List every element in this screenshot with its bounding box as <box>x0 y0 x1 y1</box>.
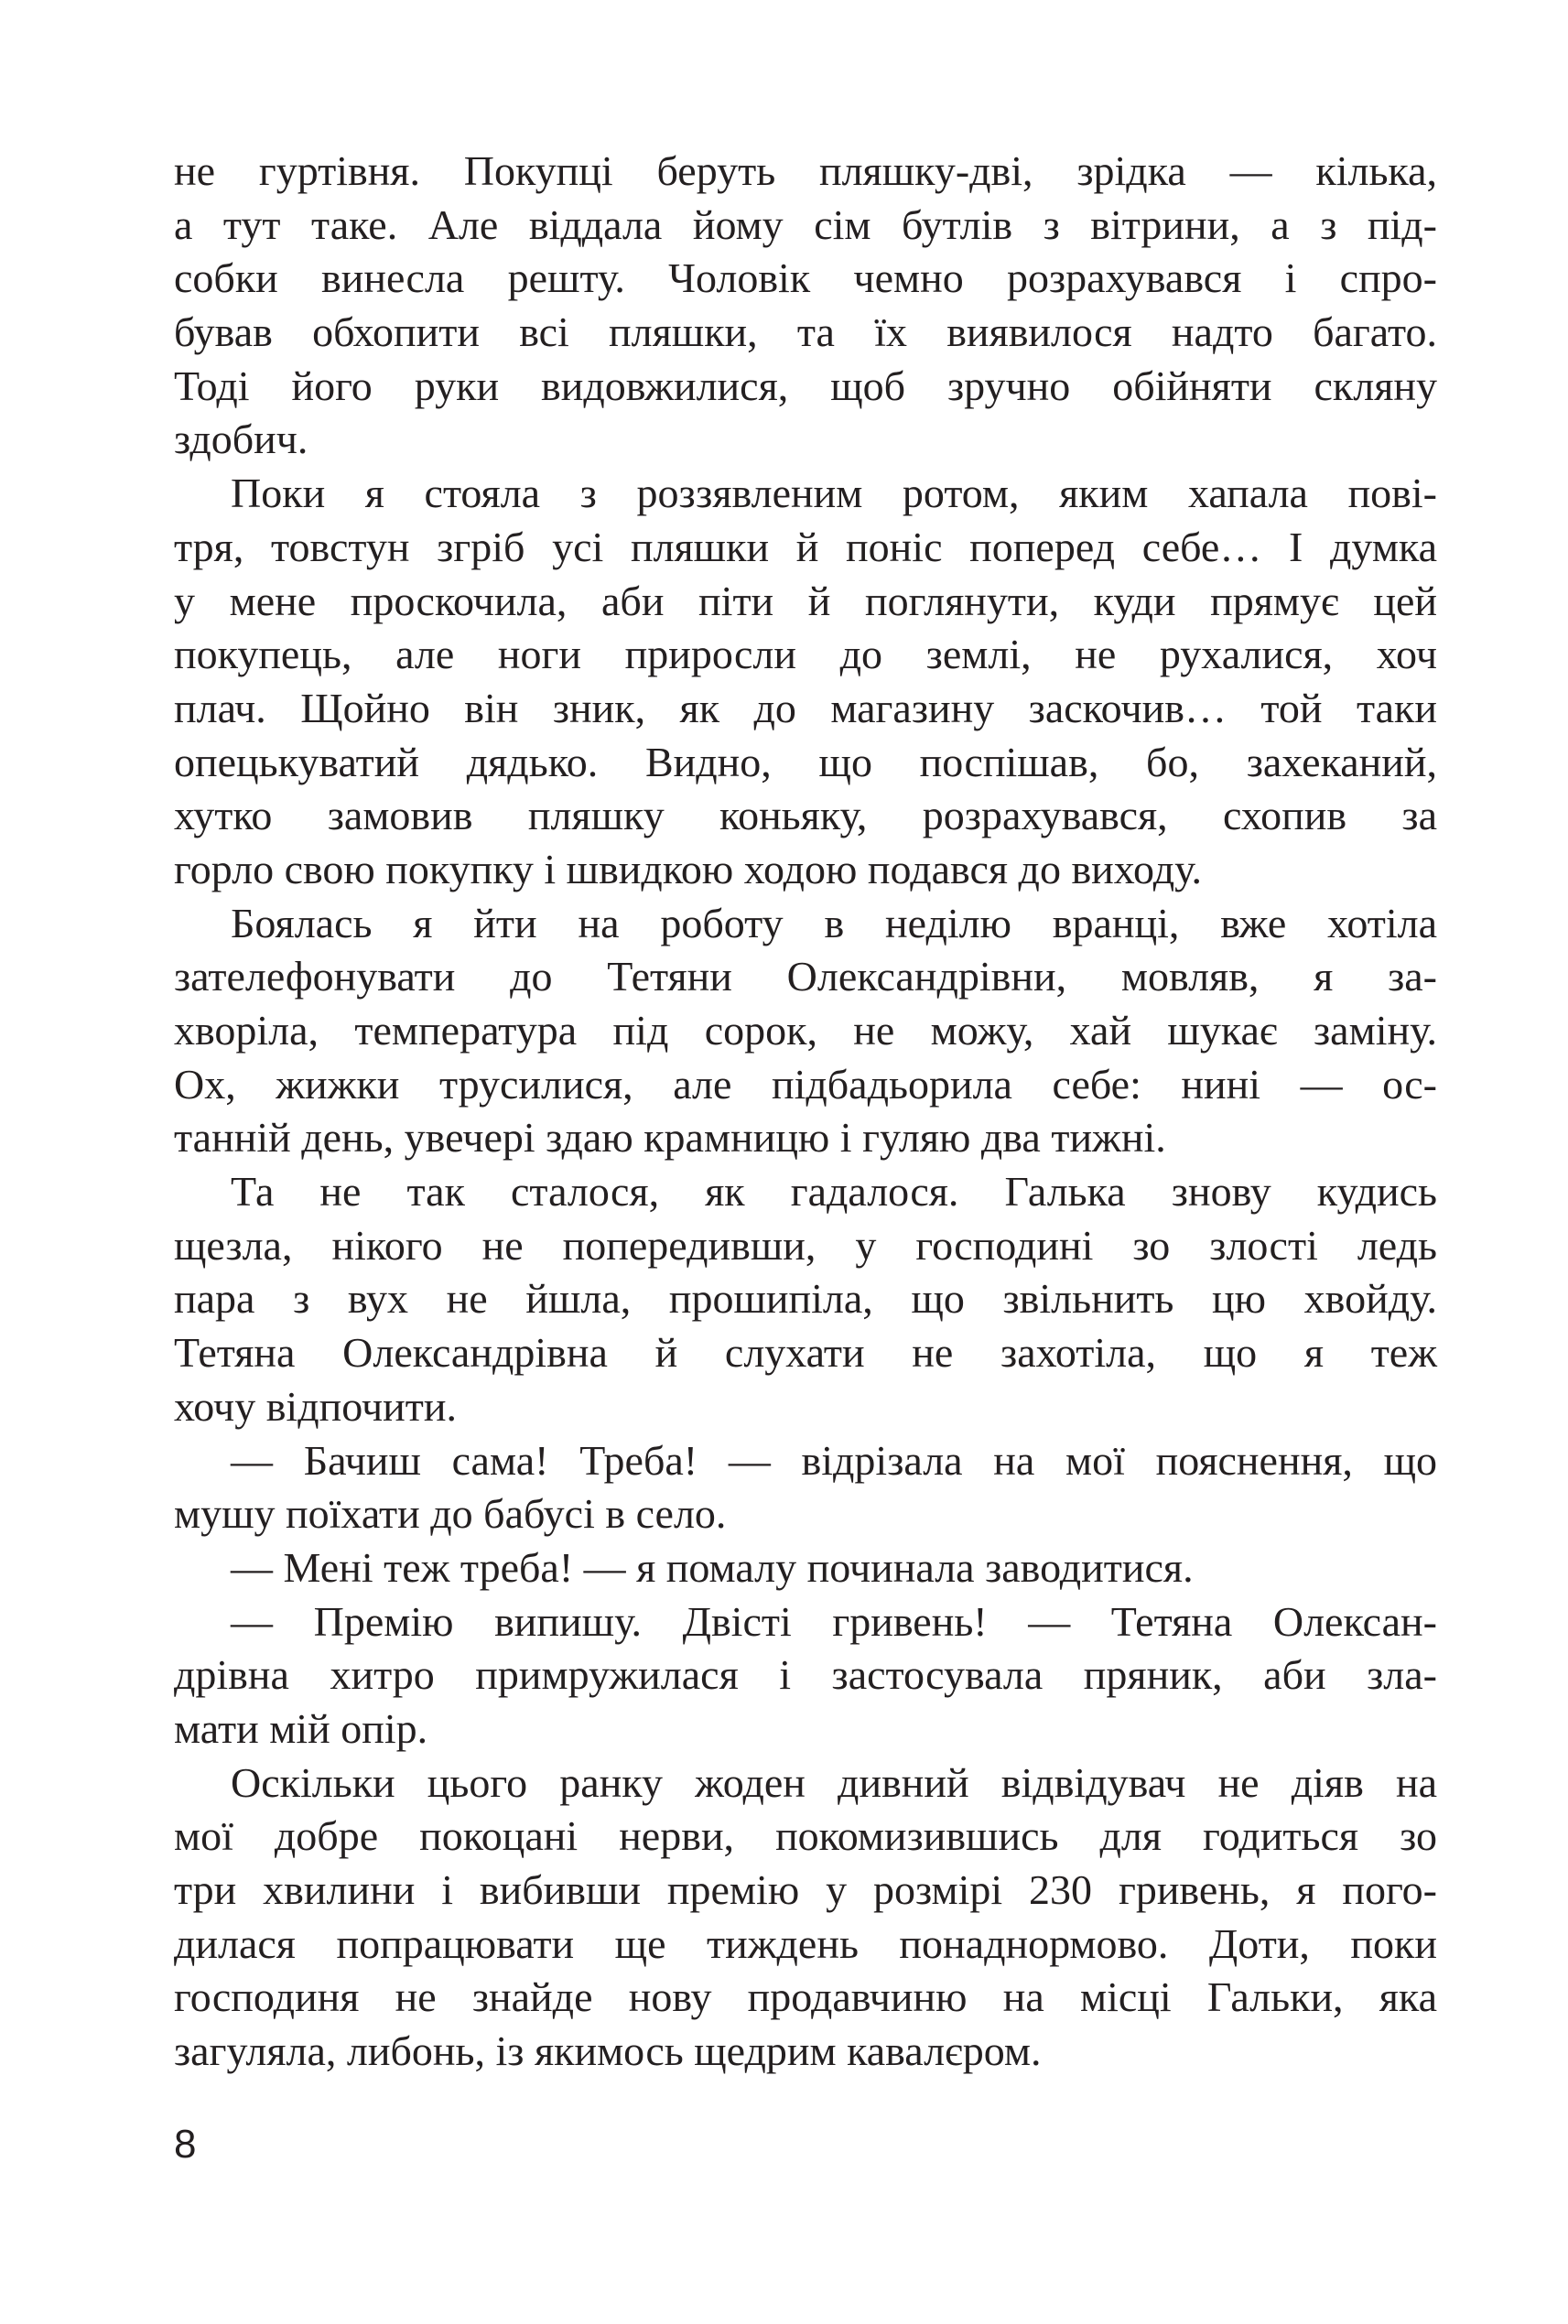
page-number: 8 <box>174 2122 197 2167</box>
text-line: Поки я стояла з роззявленим ротом, яким хапала пові- <box>231 470 1437 517</box>
text-line: дрівна хитро примружилася і застосувала пряник, аби зла- <box>174 1651 1437 1699</box>
text-line: танній день, увечері здаю крамницю і гуляю два тижні. <box>174 1114 1166 1162</box>
paragraph <box>174 1434 1437 1541</box>
text-line: плач. Щойно він зник, як до магазину заскочив… той таки <box>174 684 1437 731</box>
text-line: хочу відпочити. <box>174 1382 457 1430</box>
text-line: щезла, нікого не попередивши, у господині зо злості ледь <box>174 1221 1437 1269</box>
text-line: мої добре покоцані нерви, покомизившись для годиться зо <box>174 1812 1437 1860</box>
paragraph <box>174 145 1437 467</box>
text-line: — Бачиш сама! Треба! — відрізала на мої пояснення, що <box>231 1436 1437 1484</box>
text-line: хворіла, температура під сорок, не можу, хай шукає заміну. <box>174 1007 1437 1054</box>
paragraph <box>174 897 1437 1165</box>
text-line: господиня не знайде нову продавчиню на місці Гальки, яка <box>174 1973 1437 2021</box>
text-line: здобич. <box>174 416 308 463</box>
paragraph <box>174 1165 1437 1433</box>
text-line: тря, товстун згріб усі пляшки й поніс поперед себе… І думка <box>174 523 1437 570</box>
paragraph <box>174 1757 1437 2079</box>
text-line: у мене проскочила, аби піти й поглянути, куди прямує цей <box>174 577 1437 624</box>
text-line: не гуртівня. Покупці беруть пляшку-дві, зрідка — кілька, <box>174 147 1437 194</box>
text-line: пара з вух не йшла, прошипіла, що звільнить цю хвойду. <box>174 1275 1437 1323</box>
text-line: опецькуватий дядько. Видно, що поспішав, бо, захеканий, <box>174 738 1437 785</box>
text-line: мати мій опір. <box>174 1704 428 1752</box>
text-line: покупець, але ноги приросли до землі, не рухалися, хоч <box>174 631 1437 678</box>
page-body-text <box>174 145 1437 2079</box>
paragraph <box>174 467 1437 897</box>
text-line: загуляла, либонь, із якимось щедрим кавалєром. <box>174 2027 1042 2075</box>
text-line: а тут таке. Але віддала йому сім бутлів з вітрини, а з під- <box>174 200 1437 248</box>
text-line: мушу поїхати до бабусі в село. <box>174 1490 727 1538</box>
text-line: три хвилини і вибивши премію у розмірі 230 гривень, я пого- <box>174 1866 1437 1913</box>
text-line: Оскільки цього ранку жоден дивний відвідувач не діяв на <box>231 1758 1437 1806</box>
text-line: зателефонувати до Тетяни Олександрівни, мовляв, я за- <box>174 953 1437 1000</box>
text-line: бував обхопити всі пляшки, та їх виявилося надто багато. <box>174 308 1437 356</box>
text-line: собки винесла решту. Чоловік чемно розрахувався і спро- <box>174 254 1437 302</box>
paragraph <box>174 1541 1437 1595</box>
text-line: Тетяна Олександрівна й слухати не захотіла, що я теж <box>174 1329 1437 1377</box>
text-line: Тоді його руки видовжилися, щоб зручно обійняти скляну <box>174 362 1437 409</box>
text-line: хутко замовив пляшку коньяку, розрахувався, схопив за <box>174 792 1437 839</box>
text-line: Та не так сталося, як гадалося. Галька знову кудись <box>231 1168 1437 1216</box>
text-line: Ох, жижки трусилися, але підбадьорила себе: нині — ос- <box>174 1060 1437 1108</box>
text-line: — Мені теж треба! — я помалу починала заводитися. <box>231 1543 1194 1591</box>
text-line: — Премію випишу. Двісті гривень! — Тетяна Олексан- <box>231 1597 1437 1645</box>
paragraph <box>174 1595 1437 1757</box>
text-line: горло свою покупку і швидкою ходою подався до виходу. <box>174 845 1203 892</box>
text-line: Боялась я йти на роботу в неділю вранці, вже хотіла <box>231 899 1437 946</box>
text-line: дилася попрацювати ще тиждень понаднормово. Доти, поки <box>174 1919 1437 1967</box>
